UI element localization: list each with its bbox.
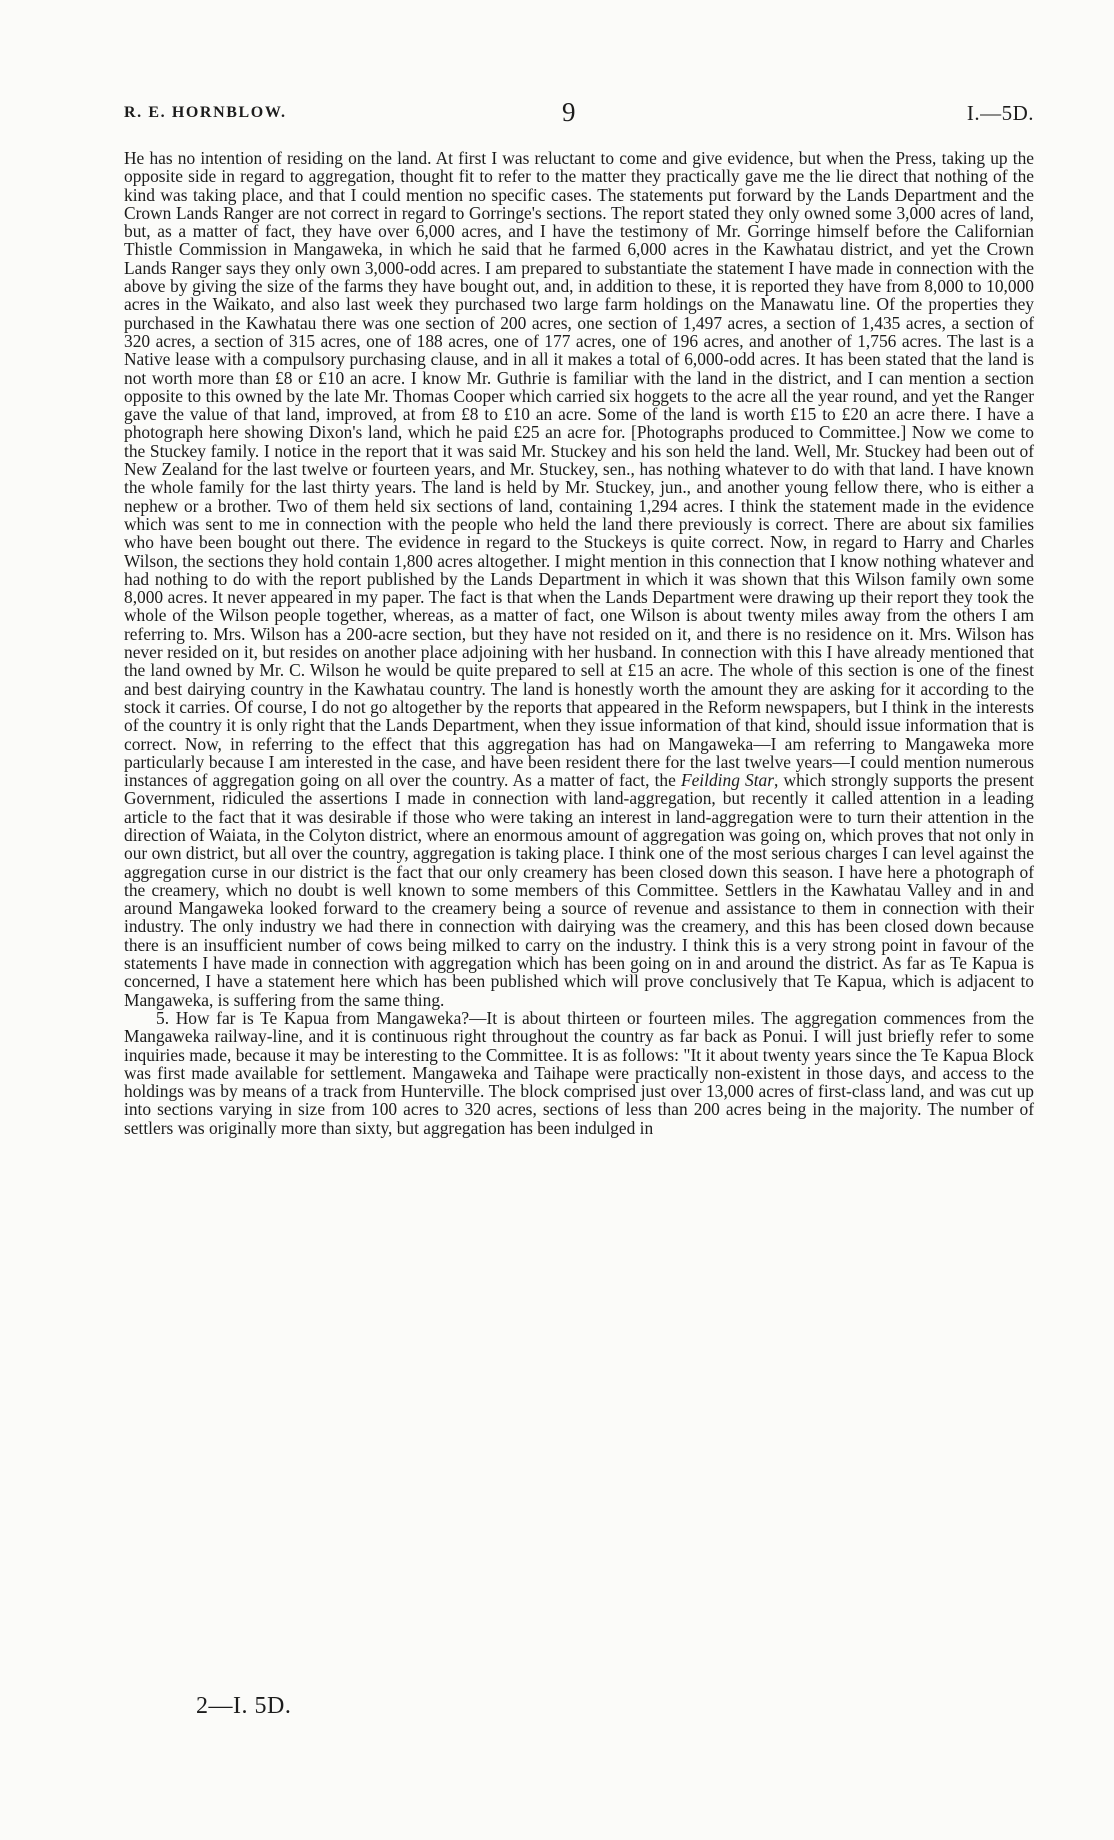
paragraph-evidence [124,149,1034,1009]
signature-mark: 2—I. 5D. [196,1693,292,1719]
paragraph-text: , which strongly supports the present Government, ridiculed the assertions I made in connection with land-aggregation, but recently it called attention in a leading article to the fact that it was desirable if those who were taking an interest in land-aggregation were to turn their attention in the direction of Waiata, in the Colyton district, where an enormous amount of aggregation was going on, which proves that not only in our own district, but all over the country, aggregation is taking place. I think one of the most serious charges I can level against the aggregation curse in our district is the fact that our only creamery has been closed down this season. I have here a photograph of the creamery, which no doubt is well known to some members of this Committee. Settlers in the Kawhatau Valley and in and around Mangaweka looked forward to the creamery being a source of revenue and assistance to them in connection with their industry. The only industry we had there in connection with dairying was the creamery, and this has been closed down because there is an insufficient number of cows being milked to carry on the industry. I think this is a very strong point in favour of the statements I have made in connection with aggregation which has been going on in and around the district. As far as Te Kapua is concerned, I have a statement here which has been published which will prove conclusively that Te Kapua, which is adjacent to Mangaweka, is suffering from the same thing. [124,770,1034,1010]
body-text [124,149,1034,1137]
paragraph-question-5 [124,1009,1034,1137]
header-witness-name: R. E. HORNBLOW. [124,104,287,121]
page-header [124,97,1034,131]
paragraph-text: 5. How far is Te Kapua from Mangaweka?—It is about thirteen or fourteen miles. The aggregation commences from the Mangaweka railway-line, and it is continuous right throughout the country as far back as Ponui. I will just briefly refer to some inquiries made, because it may be interesting to the Committee. It is as follows: "It it about twenty years since the Te Kapua Block was first made available for settlement. Mangaweka and Taihape were practically non-existent in those days, and access to the holdings was by means of a track from Hunterville. The block comprised just over 13,000 acres of first-class land, and was cut up into sections varying in size from 100 acres to 320 acres, sections of less than 200 acres being in the majority. The number of settlers was originally more than sixty, but aggregation has been indulged in [124,1007,1034,1138]
header-paper-reference: I.—5D. [966,101,1034,125]
paragraph-text: He has no intention of residing on the land. At first I was reluctant to come and give evidence, but when the Press, taking up the opposite side in regard to aggregation, thought fit to refer to the matter they practically gave me the lie direct that nothing of the kind was taking place, and that I could mention no specific cases. The statements put forward by the Lands Department and the Crown Lands Ranger are not correct in regard to Gorringe's sections. The report stated they only owned some 3,000 acres of land, but, as a matter of fact, they have over 6,000 acres, and I have the testimony of Mr. Gorringe himself before the Californian Thistle Commission in Mangaweka, in which he said that he farmed 6,000 acres in the Kawhatau district, and yet the Crown Lands Ranger says they only own 3,000-odd acres. I am prepared to substantiate the statement I have made in connection with the above by giving the size of the farms they have bought out, and, in addition to these, it is reported they have from 8,000 to 10,000 acres in the Waikato, and also last week they purchased two large farm holdings on the Manawatu line. Of the properties they purchased in the Kawhatau there was one section of 200 acres, one section of 1,497 acres, a section of 1,435 acres, a section of 320 acres, a section of 315 acres, one of 188 acres, one of 177 acres, one of 196 acres, and another of 1,756 acres. The last is a Native lease with a compulsory purchasing clause, and in all it makes a total of 6,000-odd acres. It has been stated that the land is not worth more than £8 or £10 an acre. I know Mr. Guthrie is familiar with the land in the district, and I can mention a section opposite to this owned by the late Mr. Thomas Cooper which carried six hoggets to the acre all the year round, and yet the Ranger gave the value of that land, improved, at from £8 to £10 an acre. Some of the land is worth £15 to £20 an acre there. I have a photograph here showing Dixon's land, which he paid £25 an acre for. [Photographs produced to Committee.] Now we come to the Stuckey family. I notice in the report that it was said Mr. Stuckey and his son held the land. Well, Mr. Stuckey had been out of New Zealand for the last twelve or fourteen years, and Mr. Stuckey, sen., has nothing whatever to do with that land. I have known the whole family for the last thirty years. The land is held by Mr. Stuckey, jun., and another young fellow there, who is either a nephew or a brother. Two of them held six sections of land, containing 1,294 acres. I think the statement made in the evidence which was sent to me in connection with the people who held the land there previously is correct. There are about six families who have been bought out there. The evidence in regard to the Stuckeys is quite correct. Now, in regard to Harry and Charles Wilson, the sections they hold contain 1,800 acres altogether. I might mention in this connection that I know nothing whatever and had nothing to do with the report published by the Lands Department in which it was shown that this Wilson family own some 8,000 acres. It never appeared in my paper. The fact is that when the Lands Department were drawing up their report they took the whole of the Wilson people together, whereas, as a matter of fact, one Wilson is about twenty miles away from the others I am referring to. Mrs. Wilson has a 200-acre section, but they have not resided on it, and there is no residence on it. Mrs. Wilson has never resided on it, but resides on another place adjoining with her husband. In connection with this I have already mentioned that the land owned by Mr. C. Wilson he would be quite prepared to sell at £15 an acre. The whole of this section is one of the finest and best dairying country in the Kawhatau country. The land is honestly worth the amount they are asking for it according to the stock it carries. Of course, I do not go altogether by the reports that appeared in the Reform newspapers, but I think in the interests of the country it is only right that the Lands Department, when they issue information of that kind, should issue information that is correct. Now, in referring to the effect that this aggregation has had on Mangaweka—I am referring to Mangaweka more particularly because I am interested in the case, and have been resident there for the last twelve years—I could mention numerous instances of aggregation going on all over the country. As a matter of fact, the [124,148,1034,791]
page-number: 9 [562,97,576,127]
newspaper-title: Feilding Star [680,770,775,791]
